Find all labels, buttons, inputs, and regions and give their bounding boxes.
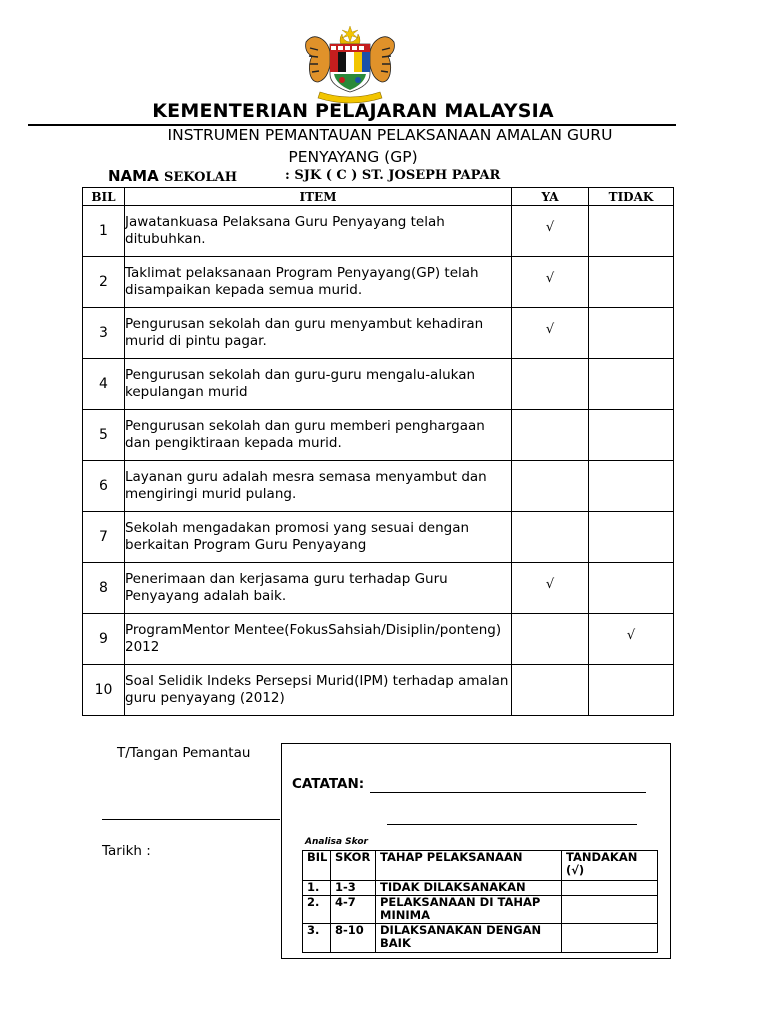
checklist-header-row: [83, 188, 674, 206]
checklist-bil-cell: 1: [83, 206, 125, 257]
skor-row-skor: 8-10: [331, 924, 376, 953]
checklist-tidak-cell: [589, 206, 674, 257]
skor-header-tanda: TANDAKAN(√): [562, 851, 658, 881]
checklist-item-cell: Pengurusan sekolah dan guru memberi penghargaan dan pengiktiraan kepada murid.: [125, 410, 512, 461]
skor-header-tahap: TAHAP PELAKSANAAN: [376, 851, 562, 881]
checklist-tidak-cell: [589, 257, 674, 308]
checklist-ya-cell: [512, 614, 589, 665]
checklist-bil-cell: 6: [83, 461, 125, 512]
skor-row-bil: 3.: [303, 924, 331, 953]
checklist-bil-cell: 8: [83, 563, 125, 614]
skor-row: [303, 924, 658, 953]
header-item: ITEM: [125, 188, 512, 206]
pemantau-signature-label: T/Tangan Pemantau: [117, 745, 251, 761]
header-ya: YA: [512, 188, 589, 206]
checklist-tidak-cell: [589, 512, 674, 563]
checklist-tidak-cell: [589, 308, 674, 359]
skor-header-row: [303, 851, 658, 881]
checklist-tidak-cell: [589, 359, 674, 410]
tarikh-label: Tarikh :: [102, 843, 151, 859]
skor-row-tahap: PELAKSANAAN DI TAHAP MINIMA: [376, 896, 562, 924]
checklist-item-cell: Penerimaan dan kerjasama guru terhadap Guru Penyayang adalah baik.: [125, 563, 512, 614]
checklist-bil-cell: 4: [83, 359, 125, 410]
analisa-skor-label: Analisa Skor: [305, 837, 368, 847]
analisa-skor-table: [302, 850, 658, 953]
checklist-tidak-cell: [589, 614, 674, 665]
check-mark: √: [626, 627, 636, 643]
checklist-ya-cell: [512, 512, 589, 563]
skor-row: [303, 881, 658, 896]
skor-header-bil: BIL: [303, 851, 331, 881]
header-bil: BIL: [83, 188, 125, 206]
form-title-line2: PENYAYANG (GP): [288, 148, 418, 166]
checklist-ya-cell: [512, 563, 589, 614]
checklist-bil-cell: 9: [83, 614, 125, 665]
catatan-line-2: [387, 824, 637, 825]
checklist-item-cell: Pengurusan sekolah dan guru-guru mengalu-alukan kepulangan murid: [125, 359, 512, 410]
checklist-row: [83, 359, 674, 410]
checklist-bil-cell: 5: [83, 410, 125, 461]
checklist-row: [83, 308, 674, 359]
skor-row-tahap: DILAKSANAKAN DENGAN BAIK: [376, 924, 562, 953]
checklist-ya-cell: [512, 359, 589, 410]
check-mark: √: [545, 270, 555, 286]
checklist-tidak-cell: [589, 410, 674, 461]
coat-of-arms-logo: [298, 24, 402, 104]
checklist-table: [82, 187, 674, 716]
skor-row-skor: 1-3: [331, 881, 376, 896]
checklist-row: [83, 614, 674, 665]
checklist-item-cell: Jawatankuasa Pelaksana Guru Penyayang telah ditubuhkan.: [125, 206, 512, 257]
checklist-item-cell: Pengurusan sekolah dan guru menyambut kehadiran murid di pintu pagar.: [125, 308, 512, 359]
skor-row: [303, 896, 658, 924]
skor-row-bil: 1.: [303, 881, 331, 896]
checklist-bil-cell: 2: [83, 257, 125, 308]
skor-row-tanda: [562, 896, 658, 924]
school-name-value: : SJK ( C ) ST. JOSEPH PAPAR: [285, 168, 501, 183]
checklist-row: [83, 461, 674, 512]
check-mark: √: [545, 219, 555, 235]
checklist-row: [83, 665, 674, 716]
form-title-line1: INSTRUMEN PEMANTAUAN PELAKSANAAN AMALAN GURU: [167, 126, 613, 144]
header-tidak: TIDAK: [589, 188, 674, 206]
checklist-bil-cell: 3: [83, 308, 125, 359]
checklist-item-cell: Layanan guru adalah mesra semasa menyambut dan mengiringi murid pulang.: [125, 461, 512, 512]
checklist-ya-cell: [512, 461, 589, 512]
checklist-ya-cell: [512, 410, 589, 461]
checklist-item-cell: Sekolah mengadakan promosi yang sesuai dengan berkaitan Program Guru Penyayang: [125, 512, 512, 563]
checklist-item-cell: Taklimat pelaksanaan Program Penyayang(GP) telah disampaikan kepada semua murid.: [125, 257, 512, 308]
catatan-label: CATATAN:: [292, 776, 365, 792]
school-name-label: [108, 167, 237, 185]
checklist-ya-cell: [512, 665, 589, 716]
skor-row-tanda: [562, 881, 658, 896]
skor-row-bil: 2.: [303, 896, 331, 924]
checklist-ya-cell: [512, 257, 589, 308]
checklist-tidak-cell: [589, 665, 674, 716]
check-mark: √: [545, 576, 555, 592]
checklist-bil-cell: 7: [83, 512, 125, 563]
checklist-ya-cell: [512, 206, 589, 257]
checklist-row: [83, 410, 674, 461]
checklist-row: [83, 257, 674, 308]
signature-line: [102, 819, 280, 820]
checklist-body: [83, 206, 674, 716]
checklist-row: [83, 206, 674, 257]
checklist-ya-cell: [512, 308, 589, 359]
checklist-bil-cell: 10: [83, 665, 125, 716]
checklist-tidak-cell: [589, 563, 674, 614]
school-label-sekolah: SEKOLAH: [163, 170, 238, 185]
skor-row-skor: 4-7: [331, 896, 376, 924]
checklist-item-cell: Soal Selidik Indeks Persepsi Murid(IPM) terhadap amalan guru penyayang (2012): [125, 665, 512, 716]
checklist-tidak-cell: [589, 461, 674, 512]
checklist-item-cell: ProgramMentor Mentee(FokusSahsiah/Disiplin/ponteng) 2012: [125, 614, 512, 665]
ministry-heading: KEMENTERIAN PELAJARAN MALAYSIA: [152, 100, 554, 122]
skor-row-tanda: [562, 924, 658, 953]
check-mark: √: [545, 321, 555, 337]
school-label-nama: NAMA: [108, 167, 159, 185]
checklist-row: [83, 512, 674, 563]
skor-row-tahap: TIDAK DILAKSANAKAN: [376, 881, 562, 896]
catatan-line-1: [370, 792, 646, 793]
skor-header-skor: SKOR: [331, 851, 376, 881]
checklist-row: [83, 563, 674, 614]
